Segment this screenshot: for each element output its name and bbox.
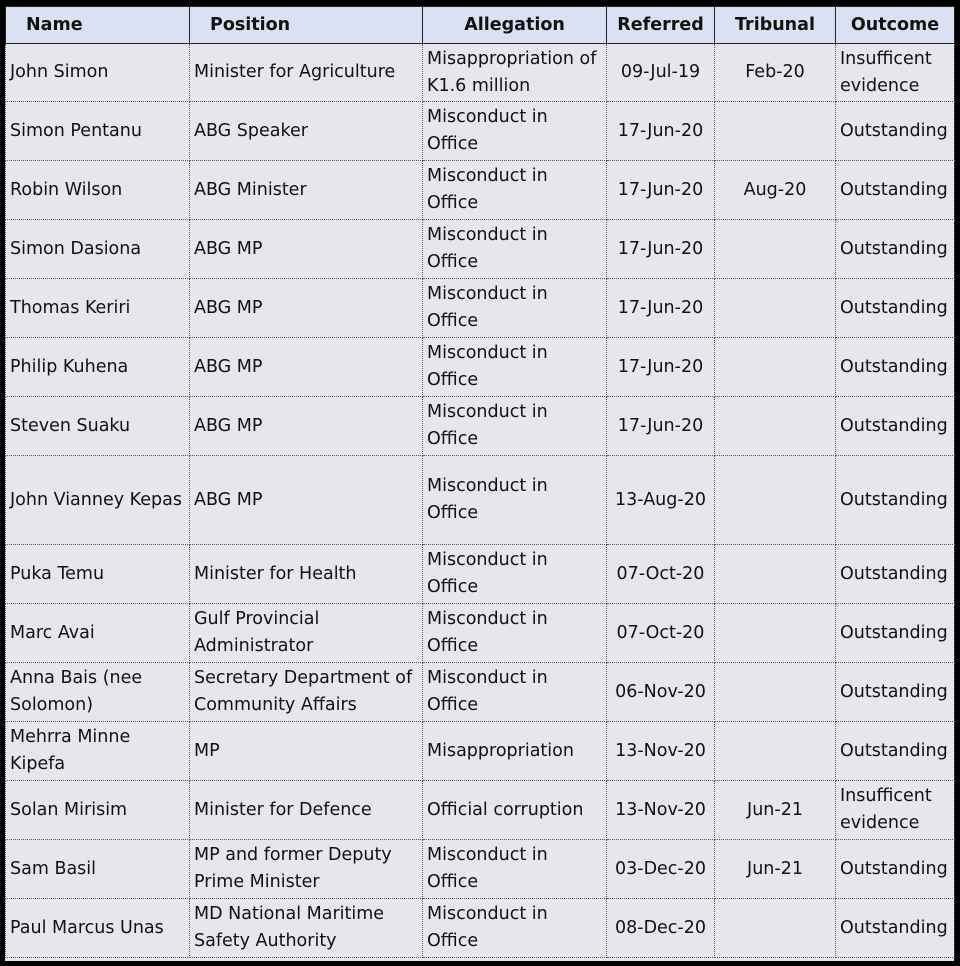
header-outcome: Outcome (836, 7, 955, 44)
cell-name: Simon Pentanu (6, 102, 190, 161)
table-row (6, 44, 955, 102)
cell-tribunal: Feb-20 (715, 44, 836, 102)
table-row (6, 781, 955, 840)
cell-allegation: Misconduct in Office (423, 102, 607, 161)
cell-position: Minister for Health (190, 545, 423, 604)
cell-allegation: Misconduct in Office (423, 604, 607, 663)
table-row (6, 220, 955, 279)
cell-position: Minister for Defence (190, 781, 423, 840)
cell-outcome: Insufficent evidence (836, 44, 955, 102)
cell-tribunal (715, 545, 836, 604)
header-allegation: Allegation (423, 7, 607, 44)
cell-tribunal (715, 220, 836, 279)
cell-name: Anna Bais (nee Solomon) (6, 663, 190, 722)
table-frame (5, 6, 954, 961)
cell-referred: 17-Jun-20 (607, 397, 715, 456)
cell-position: ABG Speaker (190, 102, 423, 161)
cell-name: Steven Suaku (6, 397, 190, 456)
referrals-table (5, 6, 955, 958)
cell-position: MP (190, 722, 423, 781)
cell-tribunal (715, 456, 836, 545)
cell-name: Thomas Keriri (6, 279, 190, 338)
cell-name: John Simon (6, 44, 190, 102)
cell-position: MP and former Deputy Prime Minister (190, 840, 423, 899)
table-row (6, 899, 955, 958)
cell-position: ABG MP (190, 220, 423, 279)
cell-tribunal (715, 604, 836, 663)
cell-tribunal (715, 663, 836, 722)
cell-name: Solan Mirisim (6, 781, 190, 840)
cell-referred: 17-Jun-20 (607, 161, 715, 220)
cell-outcome: Insufficent evidence (836, 781, 955, 840)
table-row (6, 545, 955, 604)
cell-referred: 13-Nov-20 (607, 781, 715, 840)
header-name: Name (6, 7, 190, 44)
cell-allegation: Misconduct in Office (423, 338, 607, 397)
header-tribunal: Tribunal (715, 7, 836, 44)
cell-position: ABG MP (190, 338, 423, 397)
cell-referred: 17-Jun-20 (607, 279, 715, 338)
header-row (6, 7, 955, 44)
cell-position: ABG Minister (190, 161, 423, 220)
cell-tribunal: Jun-21 (715, 781, 836, 840)
table-row (6, 840, 955, 899)
cell-allegation: Misconduct in Office (423, 663, 607, 722)
cell-allegation: Misconduct in Office (423, 899, 607, 958)
cell-allegation: Misconduct in Office (423, 545, 607, 604)
table-row (6, 663, 955, 722)
cell-position: ABG MP (190, 279, 423, 338)
table-row (6, 161, 955, 220)
cell-referred: 17-Jun-20 (607, 220, 715, 279)
cell-position: Secretary Department of Community Affairs (190, 663, 423, 722)
cell-name: Marc Avai (6, 604, 190, 663)
cell-tribunal (715, 102, 836, 161)
table-body (6, 44, 955, 958)
cell-tribunal (715, 338, 836, 397)
cell-allegation: Misappropriation (423, 722, 607, 781)
cell-allegation: Misappropriation of K1.6 million (423, 44, 607, 102)
header-position: Position (190, 7, 423, 44)
cell-tribunal (715, 279, 836, 338)
cell-outcome: Outstanding (836, 161, 955, 220)
cell-tribunal (715, 397, 836, 456)
cell-outcome: Outstanding (836, 899, 955, 958)
cell-tribunal (715, 722, 836, 781)
cell-name: Mehrra Minne Kipefa (6, 722, 190, 781)
cell-referred: 07-Oct-20 (607, 545, 715, 604)
cell-referred: 13-Nov-20 (607, 722, 715, 781)
cell-outcome: Outstanding (836, 279, 955, 338)
table-row (6, 102, 955, 161)
table-row (6, 456, 955, 545)
cell-outcome: Outstanding (836, 456, 955, 545)
cell-allegation: Misconduct in Office (423, 279, 607, 338)
table-row (6, 279, 955, 338)
cell-allegation: Misconduct in Office (423, 220, 607, 279)
cell-position: MD National Maritime Safety Authority (190, 899, 423, 958)
cell-allegation: Misconduct in Office (423, 161, 607, 220)
cell-outcome: Outstanding (836, 397, 955, 456)
cell-outcome: Outstanding (836, 840, 955, 899)
cell-position: ABG MP (190, 456, 423, 545)
cell-tribunal: Jun-21 (715, 840, 836, 899)
cell-tribunal (715, 899, 836, 958)
cell-referred: 17-Jun-20 (607, 102, 715, 161)
cell-position: ABG MP (190, 397, 423, 456)
cell-outcome: Outstanding (836, 663, 955, 722)
cell-allegation: Misconduct in Office (423, 840, 607, 899)
cell-referred: 09-Jul-19 (607, 44, 715, 102)
cell-outcome: Outstanding (836, 338, 955, 397)
cell-position: Minister for Agriculture (190, 44, 423, 102)
cell-tribunal: Aug-20 (715, 161, 836, 220)
cell-name: Robin Wilson (6, 161, 190, 220)
cell-referred: 13-Aug-20 (607, 456, 715, 545)
cell-allegation: Misconduct in Office (423, 397, 607, 456)
table-row (6, 604, 955, 663)
header-referred: Referred (607, 7, 715, 44)
cell-outcome: Outstanding (836, 722, 955, 781)
cell-outcome: Outstanding (836, 545, 955, 604)
cell-name: Philip Kuhena (6, 338, 190, 397)
cell-name: Paul Marcus Unas (6, 899, 190, 958)
cell-referred: 07-Oct-20 (607, 604, 715, 663)
table-row (6, 397, 955, 456)
cell-outcome: Outstanding (836, 102, 955, 161)
cell-referred: 03-Dec-20 (607, 840, 715, 899)
table-row (6, 338, 955, 397)
cell-allegation: Misconduct in Office (423, 456, 607, 545)
cell-name: John Vianney Kepas (6, 456, 190, 545)
cell-allegation: Official corruption (423, 781, 607, 840)
cell-outcome: Outstanding (836, 604, 955, 663)
cell-referred: 17-Jun-20 (607, 338, 715, 397)
cell-name: Simon Dasiona (6, 220, 190, 279)
table-row (6, 722, 955, 781)
cell-referred: 06-Nov-20 (607, 663, 715, 722)
cell-name: Puka Temu (6, 545, 190, 604)
cell-position: Gulf Provincial Administrator (190, 604, 423, 663)
cell-outcome: Outstanding (836, 220, 955, 279)
cell-name: Sam Basil (6, 840, 190, 899)
cell-referred: 08-Dec-20 (607, 899, 715, 958)
